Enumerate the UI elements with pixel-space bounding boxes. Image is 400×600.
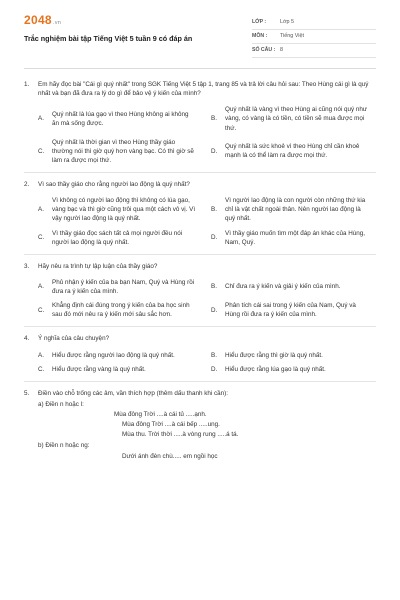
header — [24, 12, 376, 64]
question-divider — [24, 326, 376, 327]
option-text: Quý nhất là sức khoẻ vì theo Hùng chỉ cần khoẻ mạnh là có thể làm ra được mọi thứ. — [225, 143, 360, 160]
option-letter: A. — [38, 115, 44, 123]
option-b[interactable] — [211, 105, 376, 132]
option-text: Quý nhất là lúa gạo vì theo Hùng không ai không ăn mà sống được. — [52, 110, 189, 127]
site-logo[interactable] — [24, 12, 61, 29]
option-text: Hiểu được rằng thì giờ là quý nhất. — [225, 351, 323, 359]
option-letter: D. — [211, 147, 218, 155]
option-text: Vì không có người lao động thì không có lúa gạo, vàng bạc và thì giờ cũng trôi qua một cách vô vị. Vì vậy người lao động là quý nhất. — [52, 197, 196, 223]
option-a[interactable] — [38, 196, 203, 223]
option-letter: D. — [211, 365, 218, 373]
option-letter: D. — [211, 234, 218, 242]
meta-key: MÔN : — [252, 32, 268, 39]
option-text: Quý nhất là thời gian vì theo Hùng thầy giáo thường nói thì giờ quý hơn vàng bạc. Có thì giờ sẽ làm ra được mọi thứ. — [52, 138, 194, 164]
option-grid — [38, 196, 376, 247]
option-b[interactable] — [211, 278, 376, 296]
question-text: Em hãy đọc bài "Cái gì quý nhất" trong SGK Tiếng Việt 5 tập 1, trang 85 và trả lời câu hỏi sau: Theo Hùng cái gì là quý nhất và bạn đã đưa ra lý do gì để bảo vệ ý kiến của mình? — [38, 81, 369, 98]
option-a[interactable] — [38, 278, 203, 296]
question-1 — [24, 80, 376, 173]
option-letter: B. — [211, 115, 217, 123]
question-number: 4. — [24, 335, 30, 343]
option-text: Vì thầy giáo muốn tìm một đáp án khác của Hùng, Nam, Quý. — [225, 229, 366, 246]
meta-value: 8 — [280, 46, 283, 53]
option-text: Phân tích cái sai trong ý kiến của Nam, Quý và Hùng rồi đưa ra ý kiến của mình. — [225, 302, 356, 319]
option-grid — [38, 351, 376, 374]
option-text: Khẳng định cái đúng trong ý kiến của ba học sinh sau đó mới nêu ra ý kiến mới sâu sắc hơn. — [52, 302, 190, 319]
question-divider — [24, 254, 376, 255]
option-c[interactable] — [38, 138, 203, 165]
option-text: Hiểu được rằng người lao động là quý nhất. — [52, 351, 175, 359]
option-letter: C. — [38, 365, 45, 373]
option-grid — [38, 105, 376, 165]
option-b[interactable] — [211, 196, 376, 223]
option-letter: A. — [38, 206, 44, 214]
option-text: Vì người lao động là con người còn những thứ kia chỉ là vật chất ngoài thân. Nên người lao động là quý nhất. — [225, 197, 366, 223]
question-list — [24, 80, 376, 468]
option-text: Quý nhất là vàng vì theo Hùng ai cũng nói quý như vàng, có vàng là có tiền, có tiền sẽ mua được mọi thứ. — [225, 106, 368, 132]
option-letter: B. — [211, 283, 217, 291]
meta-key: SỐ CÂU : — [252, 46, 276, 53]
part-b-label: b) Điền n hoặc ng: — [38, 442, 90, 450]
meta-key: LỚP : — [252, 18, 267, 25]
fill-line[interactable]: Mùa đông Trời ....à cái bếp .....ung. — [122, 421, 220, 429]
option-text: Hiểu được rằng vàng là quý nhất. — [52, 365, 146, 373]
option-text: Hiểu được rằng lúa gạo là quý nhất. — [225, 365, 326, 373]
question-divider — [24, 381, 376, 382]
page-title: Trắc nghiệm bài tập Tiếng Việt 5 tuần 9 có đáp án — [24, 34, 193, 43]
option-d[interactable] — [211, 229, 376, 247]
question-text: Hãy nêu ra trình tự lập luận của thầy giáo? — [38, 262, 158, 270]
question-number: 3. — [24, 262, 30, 270]
question-text: Ý nghĩa của câu chuyện? — [38, 335, 110, 343]
option-letter: B. — [211, 351, 217, 359]
question-text: Vì sao thầy giáo cho rằng người lao động là quý nhất? — [38, 181, 190, 188]
fill-line[interactable]: Mùa đông Trời ....à cái tủ .....ạnh. — [114, 411, 207, 418]
question-2 — [24, 180, 376, 255]
option-text: Phủ nhận ý kiến của ba bạn Nam, Quý và Hùng rồi đưa ra ý kiến của mình. — [52, 278, 195, 295]
question-3 — [24, 262, 376, 328]
meta-row-count — [252, 44, 376, 58]
meta-row-subject — [252, 30, 376, 44]
question-5 — [24, 389, 376, 461]
option-letter: C. — [38, 147, 45, 155]
option-letter: D. — [211, 306, 218, 314]
question-number: 1. — [24, 81, 30, 88]
option-letter: A. — [38, 283, 44, 291]
fill-line[interactable]: Dưới ánh đèn chù..... em ngồi học — [122, 452, 218, 460]
logo-suffix: .vn — [52, 20, 62, 26]
option-d[interactable] — [211, 365, 376, 374]
meta-value: Tiếng Việt — [280, 32, 304, 39]
meta-value: Lớp 5 — [280, 18, 295, 25]
header-divider — [24, 68, 376, 69]
option-letter: B. — [211, 206, 217, 214]
part-a-label: a) Điền n hoặc l: — [38, 400, 84, 408]
meta-table — [252, 16, 376, 58]
option-c[interactable] — [38, 229, 203, 247]
question-text: Điền vào chỗ trống các âm, vần thích hợp (thêm dấu thanh khi cần): — [38, 389, 228, 397]
option-a[interactable] — [38, 105, 203, 132]
option-a[interactable] — [38, 351, 203, 360]
option-letter: A. — [38, 351, 44, 359]
question-number: 5. — [24, 389, 30, 397]
option-d[interactable] — [211, 138, 376, 165]
question-4 — [24, 334, 376, 381]
option-grid — [38, 278, 376, 320]
logo-text: 2048 — [24, 13, 52, 27]
option-letter: C. — [38, 234, 45, 242]
option-c[interactable] — [38, 301, 203, 319]
question-number: 2. — [24, 181, 30, 188]
option-letter: C. — [38, 306, 45, 314]
option-c[interactable] — [38, 365, 203, 374]
option-b[interactable] — [211, 351, 376, 360]
option-text: Vì thầy giáo đọc sách tất cả mọi người đều nói người lao động là quý nhất. — [52, 229, 183, 246]
question-divider — [24, 172, 376, 173]
fill-line[interactable]: Mùa thu. Trời thời .....à vòng rung .....á tá. — [122, 431, 239, 439]
option-text: Chỉ đưa ra ý kiến và giải ý kiến của mình. — [225, 283, 341, 291]
meta-row-class — [252, 16, 376, 30]
option-d[interactable] — [211, 301, 376, 319]
